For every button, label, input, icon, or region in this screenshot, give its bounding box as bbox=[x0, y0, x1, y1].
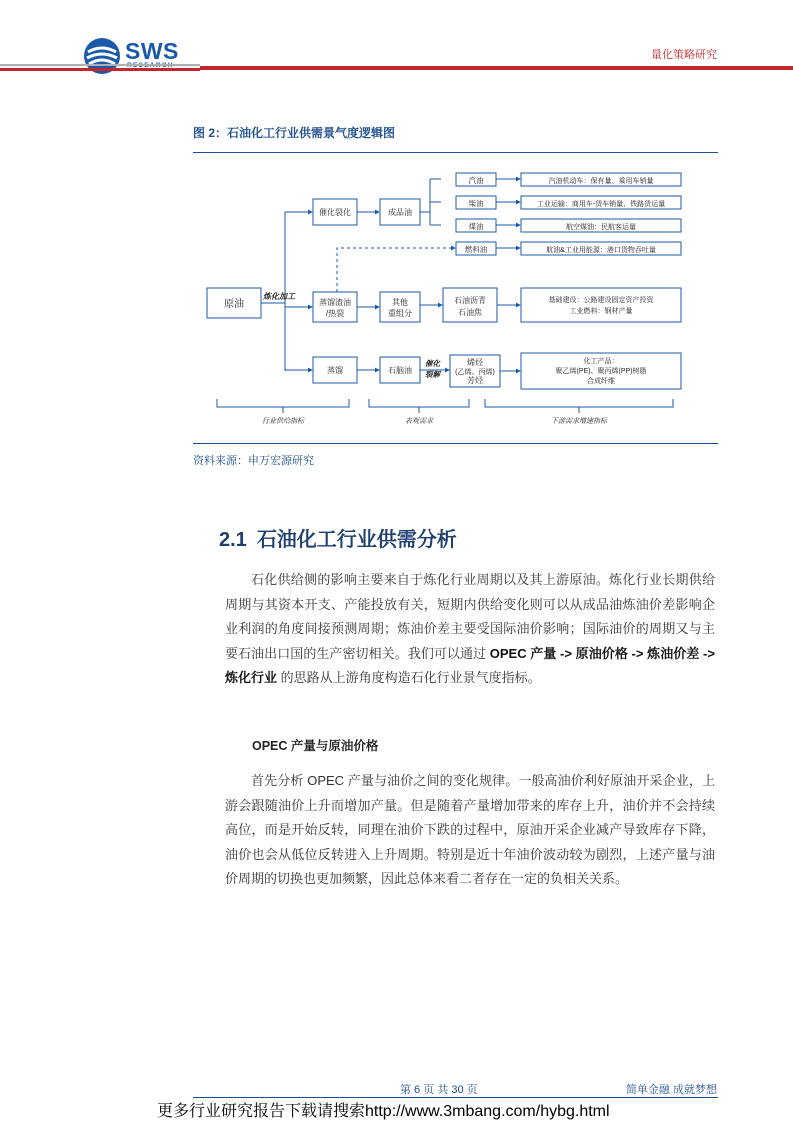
node-distill: 蒸馏 bbox=[327, 366, 343, 375]
section-number: 2.1 bbox=[219, 529, 247, 551]
node-vacuum-1: 蒸馏渣油 bbox=[319, 298, 351, 307]
paragraph-1: 石化供给侧的影响主要来自于炼化行业周期以及其上游原油。炼化行业长期供给周期与其资本开支、产能投放有关，短期内供给变化则可以从成品油炼油价差影响企业利润的角度间接预测周期；炼油价差主要受国际油价影响；国际油价的周期又与主要石油出口国的生产密切相关。我们可以通过 OPEC 产量 -> 原油价格 -> 炼油价差 -> 炼化行业 的思路从上游角度构造石化行业景气度指标。 bbox=[225, 572, 715, 685]
bracket-supply: 行业供给指标 bbox=[262, 418, 304, 425]
demand-gasoline: 汽油机动车：保有量、乘用车销量 bbox=[548, 178, 654, 185]
demand-fuel-oil: 航油&工业用能源：港口货物吞吐量 bbox=[546, 247, 656, 254]
logic-diagram bbox=[193, 155, 718, 440]
header-rule-red-left bbox=[0, 68, 200, 71]
bracket-demand: 表观需求 bbox=[405, 418, 433, 425]
figure-rule-top bbox=[193, 152, 718, 153]
bracket-downstream: 下游需求增速指标 bbox=[551, 418, 607, 425]
node-diesel: 柴油 bbox=[468, 199, 484, 208]
header-title: 量化策略研究 bbox=[651, 49, 717, 61]
header-rule-red-right bbox=[200, 66, 793, 70]
label-cat-crack-2b: 裂解 bbox=[425, 370, 440, 379]
page-number: 第 6 页 共 30 页 bbox=[400, 1084, 478, 1096]
node-other-2: 重组分 bbox=[388, 309, 412, 318]
node-olefin-2: (乙烯、丙烯) bbox=[455, 369, 495, 376]
section-title: 石油化工行业供需分析 bbox=[256, 529, 457, 551]
figure-title: 图 2：石油化工行业供需景气度逻辑图 bbox=[193, 126, 396, 140]
demand-kerosene: 航空煤油：民航客运量 bbox=[566, 224, 636, 231]
node-fuel-oil: 燃料油 bbox=[464, 245, 488, 254]
node-asphalt-1: 石油沥青 bbox=[454, 296, 486, 305]
demand-construction-1: 基础建设：公路建设固定资产投资 bbox=[548, 297, 654, 304]
demand-diesel: 工业运输：商用车-货车销量、铁路货运量 bbox=[536, 201, 666, 208]
section-heading bbox=[219, 523, 457, 552]
node-gasoline: 汽油 bbox=[468, 176, 484, 185]
header-rule-gray bbox=[0, 64, 200, 66]
demand-chemical-2: 聚乙烯(PE)、聚丙烯(PP)树脂 bbox=[555, 368, 647, 375]
node-crude: 原油 bbox=[224, 299, 244, 310]
footer-slogan: 简单金融 成就梦想 bbox=[625, 1084, 717, 1096]
label-refine: 炼化加工 bbox=[263, 292, 295, 301]
figure-rule-bottom bbox=[193, 443, 718, 444]
box-demand-construction bbox=[521, 288, 681, 322]
logo-text: SWS bbox=[125, 38, 179, 64]
node-product-oil: 成品油 bbox=[388, 208, 412, 217]
paragraph-2: 首先分析 OPEC 产量与油价之间的变化规律。一般高油价利好原油开采企业，上游会跟随油价上升而增加产量。但是随着产量增加带来的库存上升，油价并不会持续高位，而是开始反转，同理在油价下跌的过程中，原油开采企业减产导致库存下降，油价也会从低位反转进入上升周期。特别是近十年油价波动较为剧烈，上述产量与油价周期的切换也更加频繁，因此总体来看二者存在一定的负相关关系。 bbox=[225, 773, 715, 886]
node-asphalt-2: 石油焦 bbox=[458, 308, 482, 317]
label-cat-crack-2a: 催化 bbox=[425, 359, 440, 368]
node-cat-crack: 催化裂化 bbox=[319, 208, 351, 217]
figure-source: 资料来源：申万宏源研究 bbox=[193, 455, 314, 467]
demand-chemical-3: 合成纤维 bbox=[587, 378, 615, 385]
demand-chemical-1: 化工产品： bbox=[583, 358, 619, 365]
node-olefin-1: 烯烃 bbox=[467, 358, 483, 367]
subheading-opec: OPEC 产量与原油价格 bbox=[252, 739, 379, 753]
promo-link[interactable]: 更多行业研究报告下载请搜索http://www.3mbang.com/hybg.html bbox=[157, 1103, 610, 1120]
node-other-1: 其他 bbox=[392, 298, 408, 307]
demand-construction-2: 工业燃料：钢材产量 bbox=[569, 308, 633, 315]
node-olefin-3: 芳烃 bbox=[467, 376, 483, 385]
node-naphtha: 石脑油 bbox=[388, 366, 412, 375]
node-kerosene: 煤油 bbox=[468, 222, 484, 231]
node-vacuum-2: /热裂 bbox=[325, 309, 345, 318]
